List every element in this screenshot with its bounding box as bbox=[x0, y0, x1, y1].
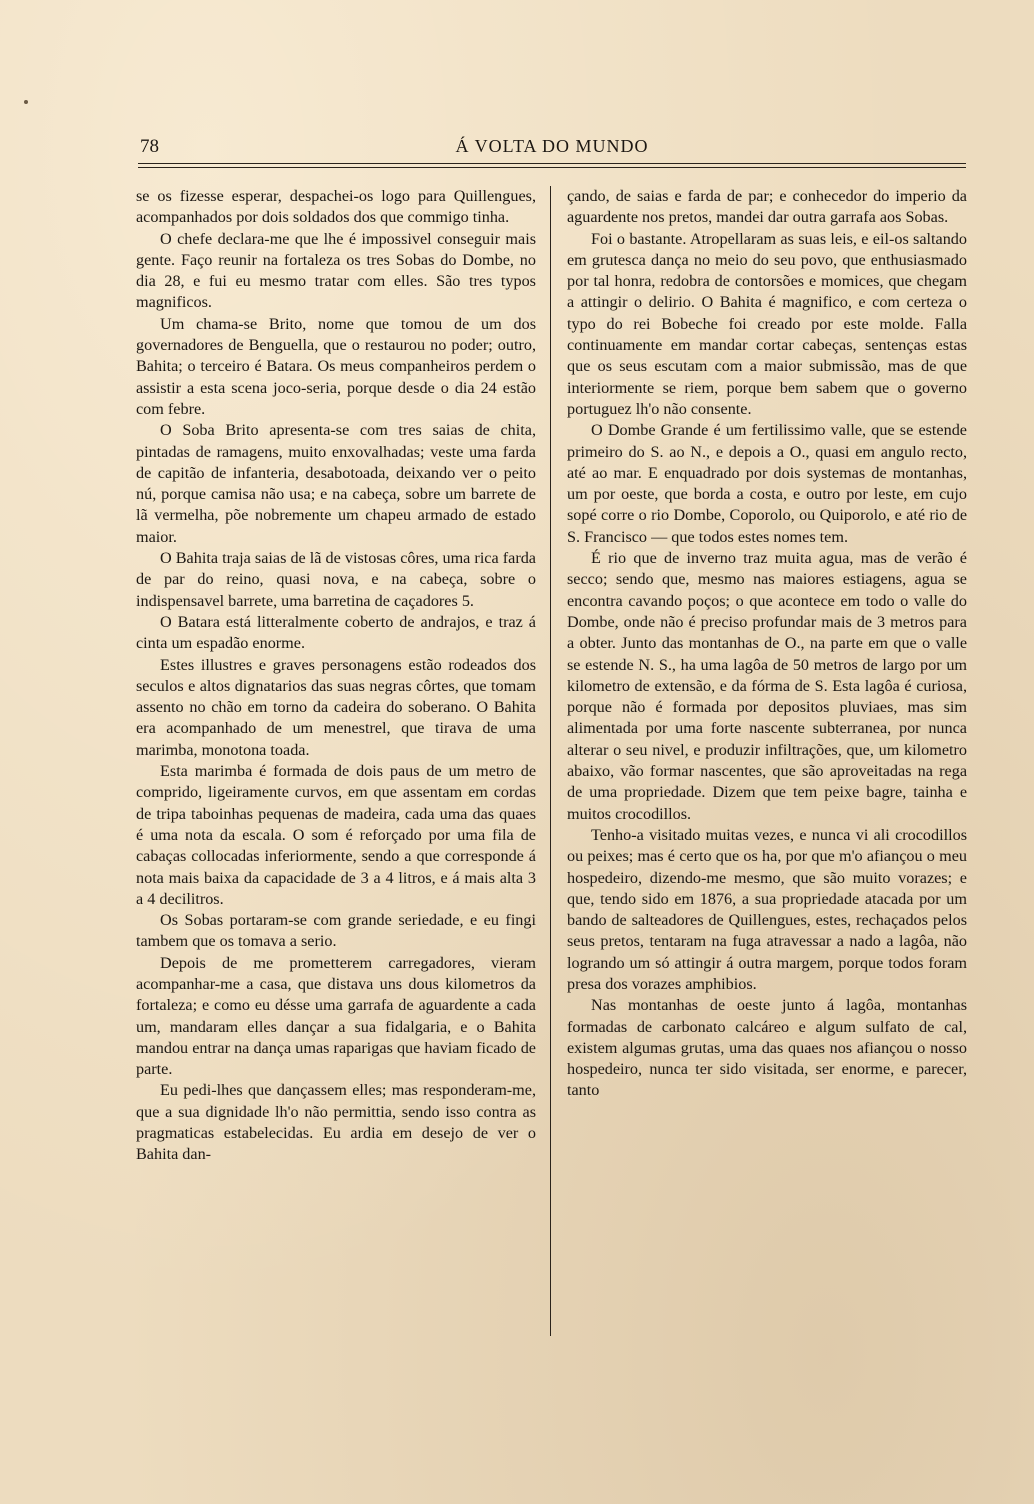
paragraph: O Bahita traja saias de lã de vistosas côres, uma rica farda de par do reino, quasi nova, e na cabeça, sobre o indispensavel barrete, uma barretina de caçadores 5. bbox=[136, 549, 536, 610]
paragraph: çando, de saias e farda de par; e conhecedor do imperio da aguardente nos pretos, mandei dar outra garrafa aos Sobas. bbox=[567, 187, 967, 227]
paragraph: Depois de me prometterem carregadores, vieram acompanhar-me a casa, que distava uns dous kilometros da fortaleza; e como eu désse uma garrafa de aguardente a cada um, mandaram elles dançar a sua fidalgaria, e o Bahita mandou entrar na dança umas raparigas que haviam ficado de parte. bbox=[136, 953, 536, 1079]
paragraph: Foi o bastante. Atropellaram as suas leis, e eil-os saltando em grutesca dança no meio do seu povo, que enthusiasmado por tal honra, redobra de contorsões e momices, que chegam a attingir o delirio. O Bahita é magnifico, e com certeza o typo do rei Bobeche foi creado por este molde. Falla continuamente em mandar cortar cabeças, sentenças estas que os seus escutam com a maior submissão, mas de que interiormente se riem, porque bem sabem que o governo portuguez lh'o não consente. bbox=[567, 229, 967, 418]
right-column bbox=[567, 186, 967, 1102]
column-divider bbox=[550, 186, 551, 1336]
paragraph: Eu pedi-lhes que dançassem elles; mas responderam-me, que a sua dignidade lh'o não permittia, sendo isso contra as pragmaticas estabelecidas. Eu ardia em desejo de ver o Bahita dan- bbox=[136, 1081, 536, 1164]
paragraph: Um chama-se Brito, nome que tomou de um dos governadores de Benguella, que o restaurou no poder; outro, Bahita; o terceiro é Batara. Os meus companheiros perdem o assistir a esta scena joco-seria, porque desde o dia 24 estão com febre. bbox=[136, 314, 536, 418]
header-rule-top bbox=[138, 163, 966, 164]
paragraph: se os fizesse esperar, despachei-os logo para Quillengues, acompanhados por dois soldados dos que commigo tinha. bbox=[136, 187, 536, 227]
paragraph: Estes illustres e graves personagens estão rodeados dos seculos e altos dignatarios das suas negras côrtes, que tomam assento no chão em torno da cadeira do soberano. O Bahita era acompanhado de um menestrel, que tirava de uma marimba, monotona toada. bbox=[136, 655, 536, 759]
paragraph: Tenho-a visitado muitas vezes, e nunca vi ali crocodillos ou peixes; mas é certo que os ha, por que m'o afiançou o meu hospedeiro, dizendo-me mesmo, que são muito vorazes; e que, tendo sido em 1876, a sua propriedade atacada por um bando de salteadores de Quillengues, estes, rechaçados pelos seus pretos, tentaram na fuga atravessar a nado a lagôa, não logrando um só attingir á outra margem, porque todos foram presa dos vorazes amphibios. bbox=[567, 825, 967, 993]
page-header bbox=[138, 136, 966, 160]
paragraph: É rio que de inverno traz muita agua, mas de verão é secco; sendo que, mesmo nas maiores estiagens, agua se encontra cavando poços; o que acontece em todo o valle do Dombe, onde não é preciso profundar mais de 3 metros para a obter. Junto das montanhas de O., na parte em que o valle se estende N. S., ha uma lagôa de 50 metros de largo por um kilometro de extensão, e da fórma de S. Esta lagôa é curiosa, porque não é formada por depositos pluviaes, mas sim alimentada por uma forte nascente subterranea, por nunca alterar o seu nivel, e produzir infiltrações, que, um kilometro abaixo, vão formar nascentes, que são aproveitadas na rega de uma propriedade. Dizem que tem peixe bagre, tainha e muitos crocodillos. bbox=[567, 549, 967, 823]
header-rule-bottom bbox=[138, 167, 966, 168]
running-title: Á VOLTA DO MUNDO bbox=[455, 136, 649, 156]
paragraph: O Dombe Grande é um fertilissimo valle, que se estende primeiro do S. ao N., e depois a O., quasi em angulo recto, até ao mar. E enquadrado por dois systemas de montanhas, um por oeste, que borda a costa, e outro por leste, em cujo sopé corre o rio Dombe, Coporolo, ou Quiporolo, e até rio de S. Francisco — que todos estes nomes tem. bbox=[567, 421, 967, 546]
left-column bbox=[136, 186, 536, 1166]
paper-spot bbox=[24, 100, 28, 104]
paragraph: Esta marimba é formada de dois paus de um metro de comprido, ligeiramente curvos, em que assentam em cordas de tripa taboinhas pequenas de madeira, cada uma das quaes é uma nota da escala. O som é reforçado por uma fila de cabaças collocadas inferiormente, sendo a que corresponde á nota mais baixa da capacidade de 3 a 4 litros, e á mais alta 3 a 4 decilitros. bbox=[136, 762, 536, 908]
paragraph: Nas montanhas de oeste junto á lagôa, montanhas formadas de carbonato calcáreo e algum sulfato de cal, existem algumas grutas, uma das quaes nos afiançou o nosso hospedeiro, nunca ter sido visitada, ser enorme, e parecer, tanto bbox=[567, 996, 967, 1100]
paragraph: O Soba Brito apresenta-se com tres saias de chita, pintadas de ramagens, muito enxovalhadas; veste uma farda de capitão de infanteria, desabotoada, deixando ver o peito nú, porque camisa não usa; e na cabeça, sobre um barrete de lã vermelha, põe nobremente um chapeu armado de estado maior. bbox=[136, 421, 536, 546]
paragraph: Os Sobas portaram-se com grande seriedade, e eu fingi tambem que os tomava a serio. bbox=[136, 911, 536, 951]
page-number: 78 bbox=[140, 136, 159, 157]
paragraph: O chefe declara-me que lhe é impossivel conseguir mais gente. Faço reunir na fortaleza os tres Sobas do Dombe, no dia 28, e fui eu mesmo tratar com elles. São tres typos magnificos. bbox=[136, 229, 536, 312]
paragraph: O Batara está litteralmente coberto de andrajos, e traz á cinta um espadão enorme. bbox=[136, 612, 536, 653]
